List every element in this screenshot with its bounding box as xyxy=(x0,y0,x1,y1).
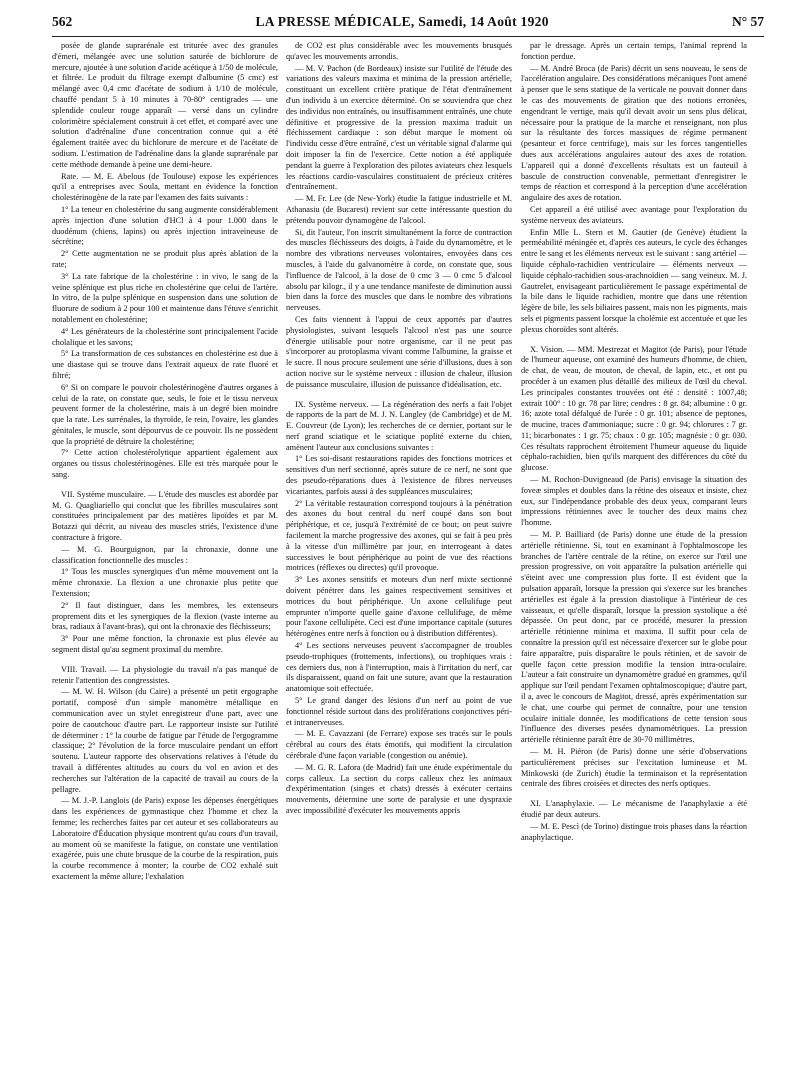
paragraph: VIII. Travail. — La physiologie du travail n'a pas manqué de retenir l'attention des congressistes. xyxy=(52,664,278,685)
paragraph: XI. L'anaphylaxie. — Le mécanisme de l'anaphylaxie a été étudié par deux auteurs. xyxy=(521,799,747,819)
paragraph: Enfin Mlle L. Stern et M. Gautier (de Genève) étudient la perméabilité méningée et, d'après ces auteurs, le cycle des échanges entre le sang et les éléments nerveux est le suivant : sang artériel — liquide céphalo-rachidien ventriculaire — éléments nerveux — liquide céphalo-rachidien sous-arachnoïdien — sang veineux. M. J. Gautrelet, envisageant particulièrement le passage expérimental de la bile dans le liquide rachidien, montre que dans une rétention légère de bile, les sels biliaires passent, mais non les pigments, mais sels et pigments passent lorsque la cholémie est accentuée et que les plexus choroïdes sont altérés. xyxy=(521,227,747,334)
paragraph: — M. G. Bourguignon, par la chronaxie, donne une classification fonctionnelle des muscles : xyxy=(52,544,278,565)
paragraph: 1° La teneur en cholestérine du sang augmente considérablement après injection d'une solution d'HCl à 4 pour 1.000 dans le duodénum (chiens, lapins) ou après injection intraveineuse de sécrétine; xyxy=(52,204,278,247)
paragraph: Rate. — M. E. Abelous (de Toulouse) expose les expériences qu'il a entreprises avec Soula, mettant en évidence la fonction cholestérinogène de la rate par l'examen des faits suivants : xyxy=(52,171,278,203)
paragraph: 3° Pour une même fonction, la chronaxie est plus élevée au segment distal qu'au segment proximal du membre. xyxy=(52,634,278,655)
paragraph: — M. V. Pachon (de Bordeaux) insiste sur l'utilité de l'étude des variations des valeurs maxima et minima de la pression artérielle, constituant un excellent critère pratique de l'état d'entraînement d'un individu à un exercice déterminé. On se souviendra que chez des individus non entraînés, ou insuffisamment entraînés, une chute définitive et progressive de la pression maxima traduit un fléchissement cardiaque : son début marque le moment où l'individu cesse d'être entraîné, c'est un véritable signal d'alarme qui doit imposer la fin de l'exercice. Cette notion a été appliquée pendant la guerre à l'exploration des pilotes aviateurs chez lesquels les réactions cardio-vasculaires constituaient de précieux critères d'entraînement. xyxy=(286,63,512,192)
paragraph: Ces faits viennent à l'appui de ceux apportés par d'autres physiologistes, suivant lesquels l'alcool n'est pas une source d'énergie utilisable pour notre organisme, car il ne peut pas s'incorporer au protoplasma vivant comme l'albumine, la graisse et le sucre. Il nous procure seulement une série d'illusions, dues à son action nocive sur le système nerveux : illusion de chaleur, illusion de puissance musculaire, illusion de puissance d'idéalisation, etc. xyxy=(286,314,512,389)
issue-number: N° 57 xyxy=(731,14,764,29)
text-column-3 xyxy=(521,41,747,1071)
paragraph: — M. H. Piéron (de Paris) donne une série d'observations particulièrement précises sur l'excitation lumineuse et M. Minkowski (de Zurich) étudie la terminaison et la représentation centrale des fibres croisées et directes des nerfs optiques. xyxy=(521,747,747,789)
paragraph: 2° Cette augmentation ne se produit plus après ablation de la rate; xyxy=(52,249,278,269)
page-header xyxy=(52,14,764,36)
paragraph: — M. Rochon-Duvigneaud (de Paris) envisage la situation des foveæ simples et doubles dans la rétine des oiseaux et insiste, chez eux, sur l'indépendance probable des deux yeux, comparant leurs impressions rétiniennes avec le toucher des deux mains chez l'homme. xyxy=(521,475,747,528)
paragraph: — M. E. Cavazzani (de Ferrare) expose ses tracés sur le pouls cérébral au cours des états émotifs, qui modifient la circulation cérébrale d'une façon variable (congestion ou anémie). xyxy=(286,729,512,760)
paragraph: VII. Système musculaire. — L'étude des muscles est abordée par M. G. Quagliariello qui conclut que les fibrilles musculaires sont constituées principalement par des matières lipoïdes et par M. Botazzi qui décrit, au niveau des muscles striés, l'existence d'une contracture à frigore. xyxy=(52,489,278,543)
paragraph: X. Vision. — MM. Mestrezat et Magitot (de Paris), pour l'étude de l'humeur aqueuse, ont examiné des humeurs d'homme, de chien, de chat, de veau, de mouton, de cheval, de lapin, etc., et ont pu procéder à un examen plus détaillé des milieux de l'œil du cheval. Les principales constantes trouvées ont été : densité : 1007,48; extrait 100° : 10 gr. 78 par litre; cendres : 8 gr. 84; albumine : 0 gr. 16; azote total défalqué de l'urée : 0 gr. 101; absence de peptones, de mucine, traces d'ammoniaque; sucre : 0 gr. 94; chlorures : 7 gr. 11; bicarbonates : 1 gr. 75; chaux : 0 gr. 105; magnésie : 0 gr. 030. Ces résultats rapprochent étroitement l'humeur aqueuse du liquide céphalo-rachidien, bien qu'ils marquent des différences du côté du glucose. xyxy=(521,344,747,473)
header-rule xyxy=(52,36,764,37)
paragraph: 5° Le grand danger des lésions d'un nerf au point de vue fonctionnel réside surtout dans des proliférations conjonctives péri- et intranerveuses. xyxy=(286,696,512,727)
paragraph: Si, dit l'auteur, l'on inscrit simultanément la force de contraction des muscles fléchisseurs des doigts, à l'aide du dynamomètre, et le nombre des vibrations nerveuses volontaires, envoyées dans ces muscles, à l'aide du galvanomètre à corde, on constate que, sous l'influence de l'alcool, à la dose de 0 cmc 3 — 0 cmc 5 d'alcool absolu par kilogr., il y a une tendance manifeste de diminution aussi bien dans la force des muscles que dans le nombre des vibrations nerveuses. xyxy=(286,227,512,313)
paragraph: par le dressage. Après un certain temps, l'animal reprend la fonction perdue. xyxy=(521,41,747,61)
paragraph: 1° Les soi-disant restaurations rapides des fonctions motrices et sensitives d'un nerf sectionné, après suture de ce nerf, ne sont que des pseudo-réparations dues à l'existence de fibres nerveuses vicariantes, parfois aussi à des suppléances musculaires; xyxy=(286,454,512,496)
paragraph: 2° Il faut distinguer, dans les membres, les extenseurs proprement dits et les synergiques de la flexion (vaste interne au bras, radiaux à l'avant-bras), qui ont la chronaxie des fléchisseurs; xyxy=(52,600,278,632)
text-column-1 xyxy=(52,41,278,1071)
paragraph: — M. Fr. Lee (de New-York) étudie la fatigue industrielle et M. Athanasiu (de Bucarest) revient sur cette intéressante question du prétendu pouvoir dynamogène de l'alcool. xyxy=(286,194,512,225)
paragraph: 5° La transformation de ces substances en cholestérine est due à une diastase qui se trouve dans l'extrait aqueux de rate fluoré et filtré; xyxy=(52,349,278,380)
paragraph: de CO2 est plus considérable avec les mouvements brusqués qu'avec les mouvements arrondis. xyxy=(286,41,512,61)
paragraph: 3° Les axones sensitifs et moteurs d'un nerf mixte sectionné doivent pénétrer dans les gaines respectivement sensitives et motrices du bout périphérique. Un axone cellulifuge peut emprunter n'importe quelle gaine d'axone cellulifuge, de même pour l'axone cellulipète. Ceci est d'une importance capitale (sutures hétérogènes entre nerfs à fonction ou à distribution différentes). xyxy=(286,575,512,639)
paragraph: posée de glande suprarénale est triturée avec des granules d'émeri, mélangée avec une solution saturée de bichlorure de mercure, ajoutée à une solution d'acide acétique à 1/50 de molécule, et filtrée. Le produit du filtrage exempt d'albumine (5 cmc) est mélangé avec 0,4 cmc d'acétate de sodium à 1/10 de molécule, chauffé pendant 5 à 10 minutes à 70-80° centigrades — une splendide couleur rouge apparaît — versé dans un cylindre colorimètre spécialement construit à cet effet, et comparé avec une solution d'adrénaline d'une concentration connue qui a été également traitée avec du bichlorure de mercure et de l'acétate de sodium. L'estimation de l'adrénaline dans la glande suprarénale par cette méthode demande à peine une demi-heure. xyxy=(52,41,278,169)
paragraph: IX. Système nerveux. — La régénération des nerfs a fait l'objet de rapports de la part de M. J. N. Langley (de Cambridge) et de M. E. Couvreur (de Lyon); les recherches de ce dernier, portant sur le nerf grand sciatique et le sciatique poplité externe du chien, amènent l'auteur aux conclusions suivantes : xyxy=(286,399,512,452)
paragraph: — M. André Broca (de Paris) décrit un sens nouveau, le sens de l'accélération angulaire. Des considérations mécaniques l'ont amené à penser que le sens statique de la verticale ne pouvait donner dans le cas des mouvements de giration que des notions erronées, engendrant le vertige, mais qu'il devait avoir un sens plus délicat, nécessaire pour la pratique de la marche et renseignant, non plus sur la résultante des forces massiques de régime permanent (pesanteur et force centrifuge), mais sur les forces tangentielles dues aux accélérations angulaires autour des axes de rotation. L'appareil qui a donné d'excellents résultats est un fauteuil à bascule de construction convenable, permettant d'enregistrer le temps de réaction et correspond à la perception d'une accélération angulaire des axes de rotation. xyxy=(521,63,747,203)
paragraph: 4° Les générateurs de la cholestérine sont principalement l'acide cholalique et les savons; xyxy=(52,326,278,347)
paragraph: 3° La rate fabrique de la cholestérine : in vivo, le sang de la veine splénique est plus riche en cholestérine que celui de l'artère. In vitro, de la pulpe splénique en suspension dans une solution de fluorure de sodium à 2 pour 100 et maintenue dans l'étuve s'enrichit notablement en cholestérine; xyxy=(52,271,278,324)
paragraph: — M. E. Pescì (de Torino) distingue trois phases dans la réaction anaphylactique. xyxy=(521,821,747,842)
paragraph: 7° Cette action cholestérolytique appartient également aux organes ou tissus cholestérinogènes. Elle est très marquée pour le sang. xyxy=(52,448,278,480)
page-number: 562 xyxy=(52,14,73,29)
paragraph: — M. G. R. Lafora (de Madrid) fait une étude expérimentale du corps calleux. La section du corps calleux chez les animaux d'expérimentation (singes et chats) dressés à exécuter certains mouvements, détermine une sorte de paralysie et une dyspraxie avec impossibilité d'exécuter les mouvements appris xyxy=(286,762,512,815)
paragraph: 1° Tous les muscles synergiques d'un même mouvement ont la même chronaxie. La flexion a une chronaxie plus petite que l'extension; xyxy=(52,567,278,599)
paragraph: — M. P. Bailliard (de Paris) donne une étude de la pression artérielle rétinienne. Si, tout en examinant à l'ophtalmoscope les branches de l'artère centrale de la rétine, on exerce sur l'œil une pression progressive, on voit apparaître la pulsation artérielle qui s'éteint avec une compression plus forte. Il est évident que la pulsation apparaît, lorsque la pression qui s'exerce sur les branches artérielles est égale à la pression diastolique à l'intérieur de ces vaisseaux, et qu'elle disparaît, lorsque la pression systolique a été dépassée. On peut donc, par ce procédé, mesurer la pression artérielle rétinienne minima et maxima. Il suffit pour cela de connaître la pression qu'il est nécessaire d'exercer sur le globe pour faire apparaître, puis disparaître le pouls rétinien, et de savoir de quelle façon cette pression modifie la tension intra-oculaire. L'auteur a fait construire un dynamomètre gradué en grammes, qu'il applique sur l'œil pendant l'examen ophtalmoscopique; d'autre part, il a, avec le concours de Magitot, dressé, après expérimentation sur le chat, une courbe qui permet de connaître, pour une tension oculaire initiale donnée, les modifications de cette tension sous l'influence des diverses pesées dynamométriques. La pression artérielle rétinienne paraît être de 30-70 millimètres. xyxy=(521,530,747,745)
paragraph: — M. J.-P. Langlois (de Paris) expose les dépenses énergétiques dans les expériences de gymnastique chez l'homme et chez la femme; les recherches faites par cet auteur et ses collaborateurs au Laboratoire d'Éducation physique montrent qu'au cours d'un travail, au moment où se manifeste la fatigue, on constate une ventilation exagérée, puis une chute brusque de la courbe de la respiration, puis la courbe recommence à monter; la courbe de CO2 exhalé suit exactement la même allure; l'exhalation xyxy=(52,796,278,881)
text-column-2 xyxy=(286,41,512,1071)
paragraph: 6° Si on compare le pouvoir cholestérinogène d'autres organes à celui de la rate, on constate que, seuls, le foie et le tissu nerveux peuvent former de la cholestérine, mais à un degré bien moindre que la rate. Les surrénales, la thyroïde, le rein, l'ovaire, les glandes génitales, le muscle, sont dépourvus de ce pouvoir. Ils ne possèdent que la propriété de détruire la cholestérine; xyxy=(52,382,278,446)
paragraph: 4° Les sections nerveuses peuvent s'accompagner de troubles pseudo-trophiques (frottements, infections), ou trophiques vrais : ces derniers dus, non à l'interruption, mais à l'irritation du nerf, car ils disparaissent, quand on fait une suture, avant que la restauration anatomique soit effectuée. xyxy=(286,641,512,694)
paragraph: — M. W. H. Wilson (du Caire) a présenté un petit ergographe portatif, composé d'un simple manomètre métallique en communication avec un stylet enregistreur d'une part, avec une poire de caoutchouc d'autre part. Le rapporteur insiste sur l'utilité de déterminer : 1° la courbe de fatigue par l'étude de l'ergogramme classique; 2° l'évolution de la force musculaire pendant un effort soutenu. L'auteur rapporte des observations relatives à l'étude du travail à différentes altitudes au cours du vol en avion et des recherches sur l'altération de la capacité de travail au cours de la pellagre. xyxy=(52,687,278,794)
paragraph: Cet appareil a été utilisé avec avantage pour l'exploration du système nerveux des aviateurs. xyxy=(521,204,747,225)
publication-title: LA PRESSE MÉDICALE, Samedi, 14 Août 1920 xyxy=(255,14,549,29)
paragraph: 2° La véritable restauration correspond toujours à la pénétration des axones du bout central du nerf coupé dans son bout périphérique, et ce, jusqu'à l'extrémité de ce bout; on peut suivre facilement la marche progressive des axones, qui se fait à peu près à la vitesse d'un millimètre par jour, en interrogeant à dates successives le bout périphérique au point de vue des réactions motrices (réflexes ou directes) qu'il provoque. xyxy=(286,498,512,573)
